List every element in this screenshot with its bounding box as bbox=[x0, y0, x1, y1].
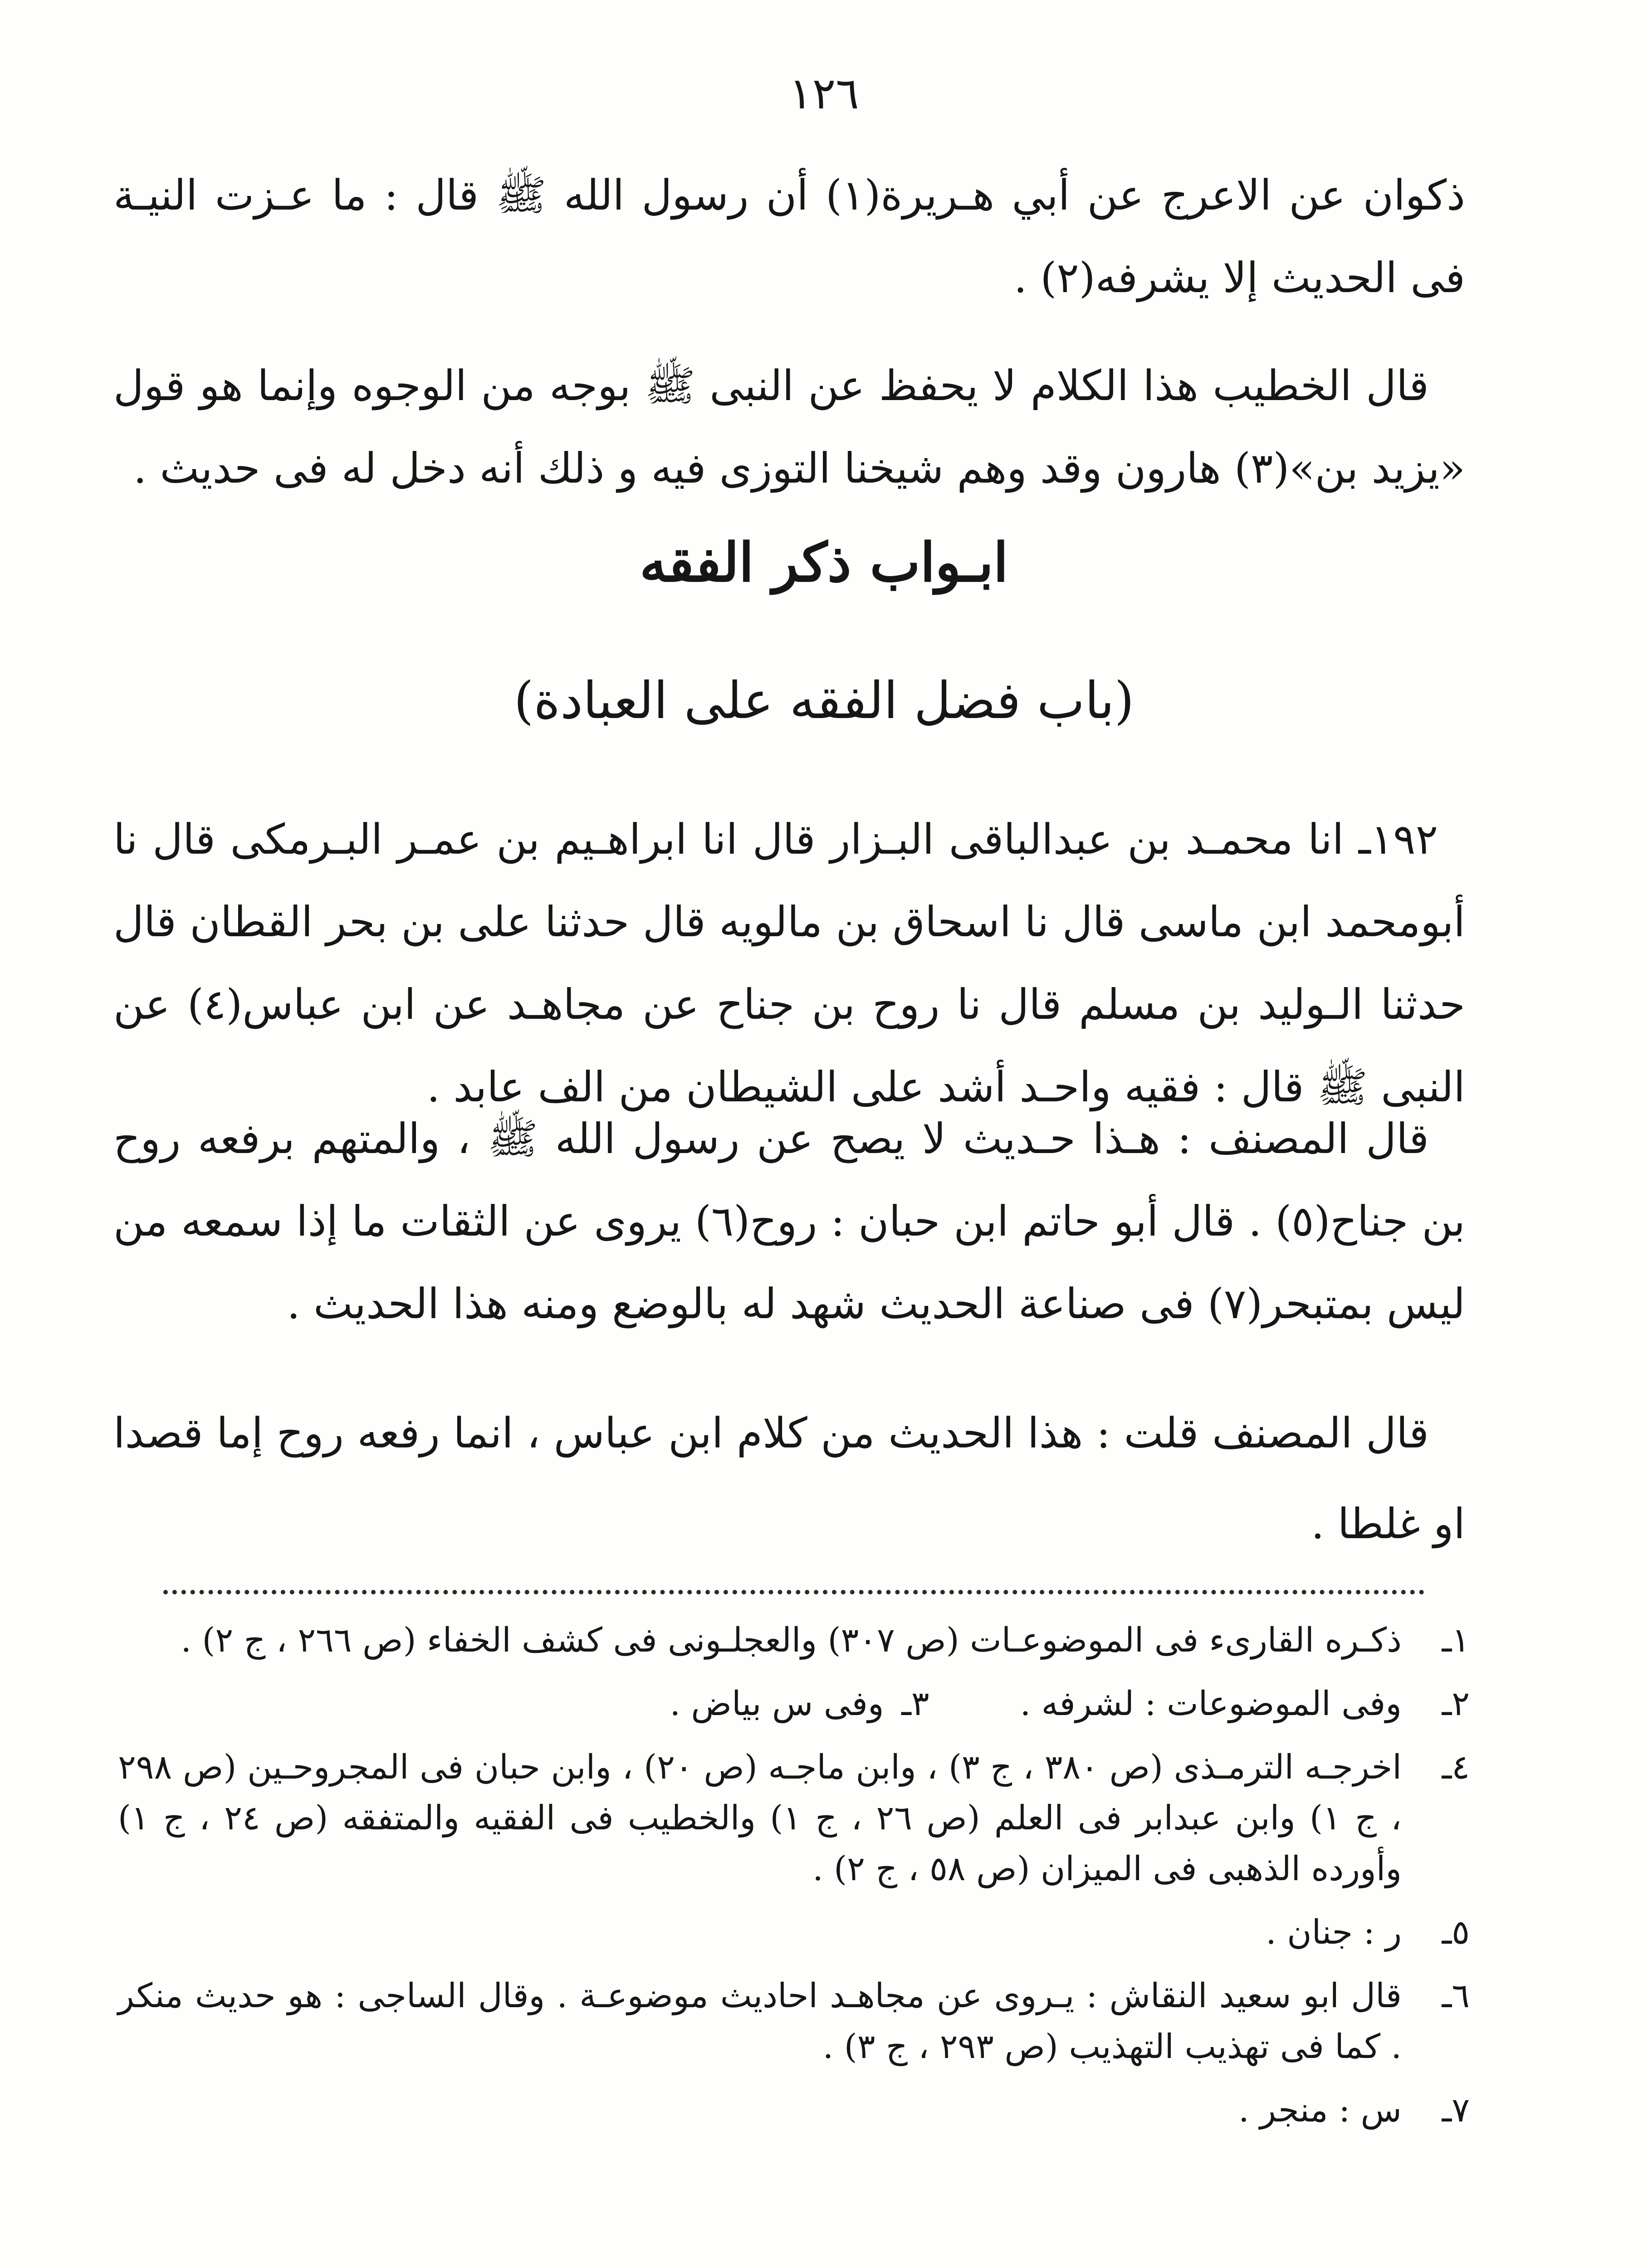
footnote-number: ٣ـ bbox=[901, 1684, 929, 1723]
section-heading: ابـواب ذكر الفقه bbox=[640, 531, 1008, 594]
footnote-number: ٥ـ bbox=[1442, 1913, 1470, 1952]
footnote-text: وفى الموضوعات : لشرفه . bbox=[1020, 1684, 1402, 1723]
footnote-text: وفى س بياض . bbox=[670, 1684, 884, 1723]
footnote-6 bbox=[118, 1970, 1470, 2072]
footnote-text: س : منجر . bbox=[1238, 2091, 1402, 2130]
footnote-number: ١ـ bbox=[1442, 1621, 1470, 1660]
chapter-heading: (باب فضل الفقه على العبادة) bbox=[513, 671, 1135, 730]
footnote-4 bbox=[118, 1742, 1470, 1894]
footnote-separator bbox=[163, 1590, 1424, 1594]
paragraph-author-conclusion: قال المصنف قلت : هذا الحديث من كلام ابن عباس ، انما رفعه روح إما قصدا او غلطا . bbox=[113, 1409, 1465, 1548]
footnote-text: ر : جنان . bbox=[1266, 1913, 1402, 1952]
footnote-1 bbox=[118, 1615, 1470, 1666]
footnotes bbox=[118, 1615, 1470, 2148]
footnote-number: ٢ـ bbox=[1442, 1684, 1470, 1723]
footnote-number: ٦ـ bbox=[1442, 1976, 1470, 2015]
footnote-5 bbox=[118, 1907, 1470, 1958]
footnote-number: ٤ـ bbox=[1442, 1748, 1470, 1787]
footnote-number: ٧ـ bbox=[1442, 2091, 1470, 2130]
paragraph-hadith-192: ١٩٢ـ انا محمـد بن عبدالباقى البـزار قال انا ابراهـيم بن عمـر البـرمكى قال نا أبومحمد ابن ماسى قال نا اسحاق بن مالويه قال حدثنا على بن بحر القطان قال حدثنا الـوليد بن مسلم قال نا روح بن جناح عن مجاهـد عن ابن عباس(٤) عن النبى ﷺ قال : فقيه واحـد أشد على الشيطان من الف عابد . bbox=[113, 815, 1465, 1111]
paragraph-khatib-comment: قال الخطيب هذا الكلام لا يحفظ عن النبى ﷺ بوجه من الوجوه وإنما هو قول «يزيد بن»(٣) هارون وقد وهم شيخنا التوزى فيه و ذلك أنه دخل له فى حديث . bbox=[113, 362, 1465, 493]
footnote-2-3 bbox=[118, 1678, 1470, 1729]
page-number: ١٢٦ bbox=[789, 68, 859, 119]
footnote-text: قال ابو سعيد النقاش : يـروى عن مجاهـد احاديث موضوعـة . وقال الساجى : هو حديث منكر . كما فى تهذيب التهذيب (ص ٢٩٣ ، ج ٣) . bbox=[118, 1976, 1402, 2066]
footnote-text: ذكـره القارىء فى الموضوعـات (ص ٣٠٧) والعجلـونى فى كشف الخفاء (ص ٢٦٦ ، ج ٢) . bbox=[181, 1621, 1402, 1660]
footnote-text: اخرجـه الترمـذى (ص ٣٨٠ ، ج ٣) ، وابن ماجـه (ص ٢٠) ، وابن حبان فى المجروحـين (ص ٢٩٨ ، ج ١) وابن عبدابر فى العلم (ص ٢٦ ، ج ١) والخطيب فى الفقيه والمتفقه (ص ٢٤ ، ج ١) وأورده الذهبى فى الميزان (ص ٥٨ ، ج ٢) . bbox=[118, 1748, 1402, 1888]
paragraph-hadith-intention: ذكوان عن الاعرج عن أبي هـريرة(١) أن رسول الله ﷺ قال : ما عـزت النيـة فى الحديث إلا يشرفه(٢) . bbox=[113, 171, 1465, 302]
paragraph-author-comment: قال المصنف : هـذا حـديث لا يصح عن رسول الله ﷺ ، والمتهم برفعه روح بن جناح(٥) . قال أبو حاتم ابن حبان : روح(٦) يروى عن الثقات ما إذا سمعه من ليس بمتبحر(٧) فى صناعة الحديث شهد له بالوضع ومنه هذا الحديث . bbox=[113, 1114, 1466, 1328]
footnote-7 bbox=[118, 2085, 1470, 2136]
